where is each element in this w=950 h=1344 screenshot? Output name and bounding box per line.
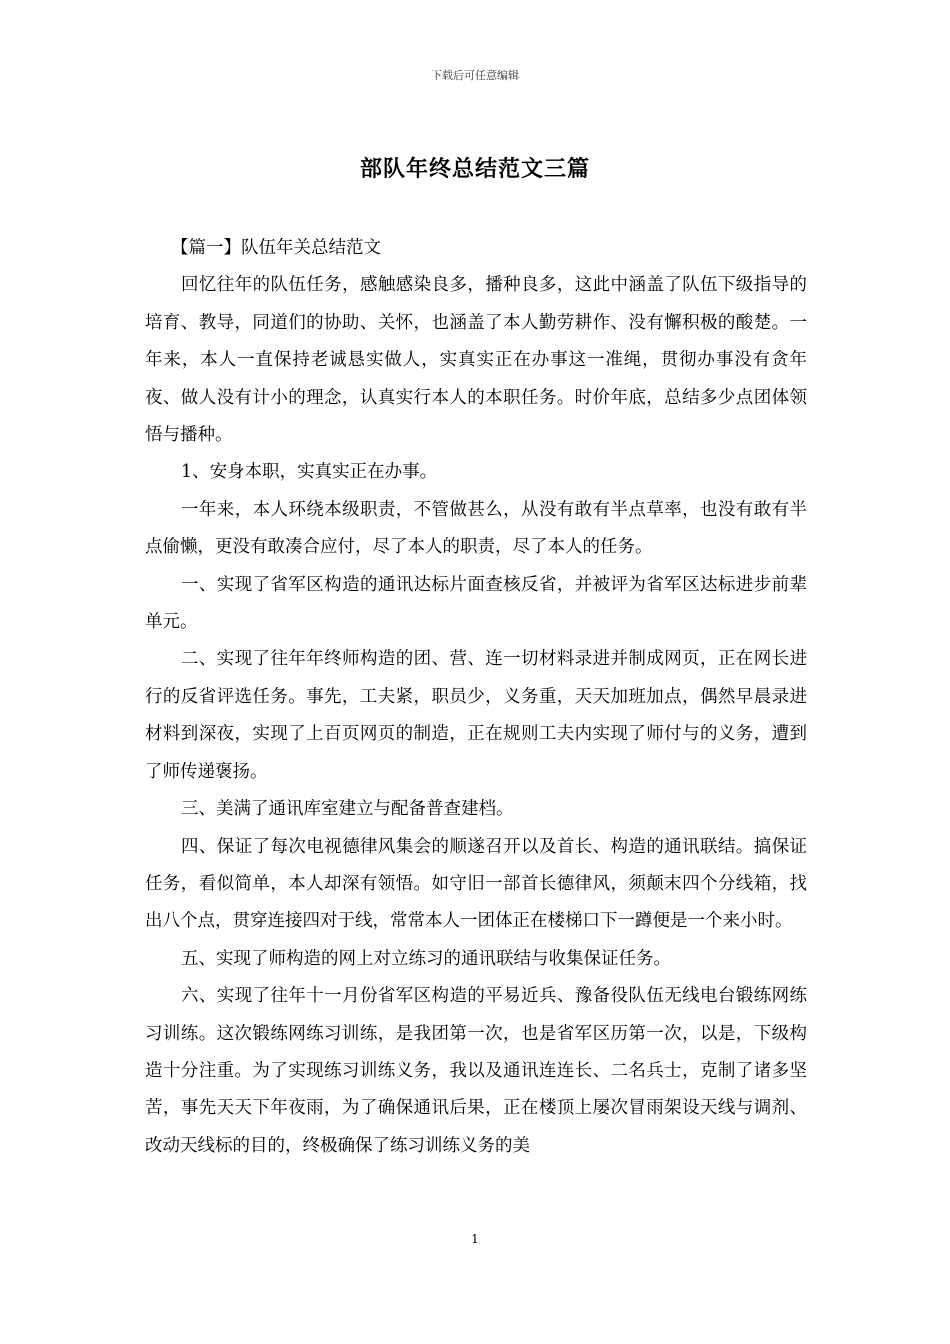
- paragraph-item-6: 六、实现了往年十一月份省军区构造的平易近兵、豫备役队伍无线电台锻练网练习训练。这次锻练网练习训练，是我团第一次，也是省军区历第一次，以是，下级构造十分注重。为了实现练习训练义务，我以及通讯连连长、二名兵士，克制了诸多坚苦，事先天天下年夜雨，为了确保通讯后果，正在楼顶上屡次冒雨架设天线与调剂、改动天线标的目的，终极确保了练习训练义务的美: [145, 986, 807, 1156]
- paragraph-item-1: 一、实现了省军区构造的通讯达标片面查核反省，并被评为省军区达标进步前辈单元。: [145, 574, 807, 633]
- paragraph-duty: 一年来，本人环绕本级职责，不管做甚么，从没有敢有半点草率，也没有敢有半点偷懒，更没有敢凑合应付，尽了本人的职责，尽了本人的任务。: [145, 499, 807, 558]
- document-body: [145, 230, 807, 1165]
- paragraph-item-4: 四、保证了每次电视德律风集会的顺遂召开以及首长、构造的通讯联结。搞保证任务，看似简单，本人却深有领悟。如守旧一部首长德律风，须颠末四个分线箱，找出八个点，贯穿连接四对于线，常常本人一团体正在楼梯口下一蹲便是一个来小时。: [145, 836, 807, 932]
- paragraph-intro: 回忆往年的队伍任务，感触感染良多，播种良多，这此中涵盖了队伍下级指导的培育、教导，同道们的协助、关怀，也涵盖了本人勤劳耕作、没有懈积极的酸楚。一年来，本人一直保持老诚恳实做人，实真实正在办事这一准绳，贯彻办事没有贪年夜、做人没有计小的理念，认真实行本人的本职任务。时价年底，总结多少点团体领悟与播种。: [145, 275, 807, 446]
- page-header-note: 下载后可任意编辑: [431, 69, 519, 82]
- document-title: 部队年终总结范文三篇: [359, 156, 590, 182]
- paragraph-item-2: 二、实现了往年年终师构造的团、营、连一切材料录进并制成网页，正在网长进行的反省评选任务。事先，工夫紧，职员少，义务重，天天加班加点，偶然早晨录进材料到深夜，实现了上百页网页的制造，正在规则工夫内实现了师付与的义务，遭到了师传递褒扬。: [145, 649, 807, 782]
- paragraph-item-3: 三、美满了通讯库室建立与配备普查建档。: [181, 799, 514, 820]
- page-number: 1: [471, 1232, 479, 1246]
- section-heading: 【篇一】队伍年关总结范文: [171, 238, 381, 258]
- paragraph-point-1: 1、安身本职，实真实正在办事。: [181, 462, 438, 483]
- paragraph-item-5: 五、实现了师构造的网上对立练习的通讯联结与收集保证任务。: [181, 948, 671, 969]
